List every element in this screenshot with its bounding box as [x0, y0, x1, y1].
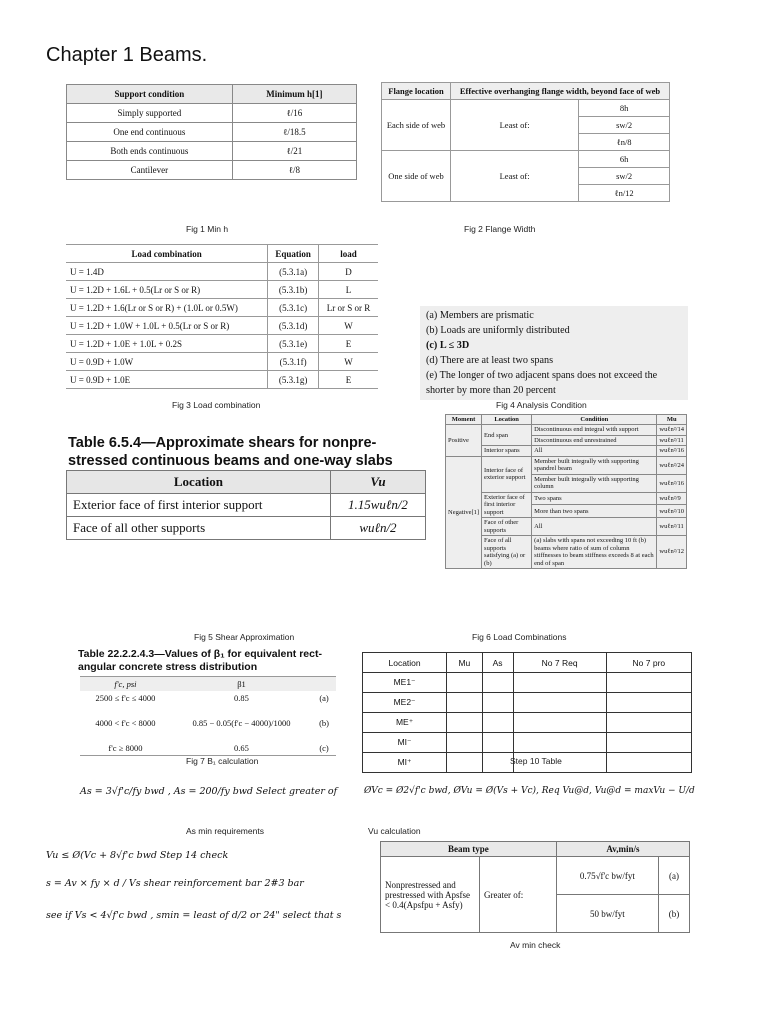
fig5-caption: Fig 5 Shear Approximation — [194, 632, 295, 642]
fig3-cell: (5.3.1f) — [268, 353, 319, 371]
av-min-cell: (a) — [658, 857, 689, 895]
fig4-line: (a) Members are prismatic — [426, 310, 534, 321]
spacing-formula: s = Av × fy × d / Vs shear reinforcement bar 2#3 bar — [46, 878, 304, 889]
av-min-header: Beam type — [381, 842, 557, 857]
fig2-cell: 6h — [579, 151, 670, 168]
fig5-cell: Exterior face of first interior support — [67, 494, 331, 517]
fig2-cell: 8h — [579, 100, 670, 117]
step14-formula: Vu ≤ Ø(Vc + 8√f'c bwd Step 14 check — [46, 850, 229, 861]
fig3-cell: W — [319, 317, 378, 335]
page-title: Chapter 1 Beams. — [46, 44, 208, 66]
fig3-cell: U = 1.2D + 1.6(Lr or S or R) + (1.0L or 0.5W) — [66, 299, 268, 317]
step10-table — [362, 652, 692, 773]
fig4-line: shorter by more than 20 percent — [426, 385, 556, 396]
fig5-cell: Face of all other supports — [67, 517, 331, 540]
fig3-cell: (5.3.1c) — [268, 299, 319, 317]
fig2-cell: ℓn/8 — [579, 134, 670, 151]
av-min-cell: 0.75√f'c bw/fyt — [556, 857, 658, 895]
step10-header: As — [482, 653, 513, 673]
fig3-cell: U = 0.9D + 1.0W — [66, 353, 268, 371]
av-min-caption: Av min check — [510, 940, 561, 950]
fig3-header: Equation — [268, 245, 319, 263]
fig2-cell: sw/2 — [579, 117, 670, 134]
fig6-cell: wuℓn²/9 — [657, 492, 687, 505]
fig6-cell: wuℓn²/10 — [657, 505, 687, 518]
fig2-cell: One side of web — [382, 151, 451, 202]
step10-header: No 7 Req — [513, 653, 606, 673]
fig3-cell: (5.3.1e) — [268, 335, 319, 353]
fig7-cell: f'c ≥ 8000 — [108, 743, 143, 753]
fig5-cell: 1.15wuℓn/2 — [330, 494, 425, 517]
fig6-table — [445, 414, 687, 569]
fig3-cell: W — [319, 353, 378, 371]
fig6-header: Condition — [532, 415, 657, 425]
fig6-cell: wuℓn²/11 — [657, 435, 687, 445]
fig6-cell: More than two spans — [532, 505, 657, 518]
step10-row-label: MI⁺ — [363, 753, 447, 773]
fig6-header: Mu — [657, 415, 687, 425]
vu-caption: Vu calculation — [368, 826, 421, 836]
fig2-header: Effective overhanging flange width, beyond face of web — [451, 83, 670, 100]
fig5-header: Vu — [330, 471, 425, 494]
fig3-cell: E — [319, 371, 378, 389]
fig4-line: (b) Loads are uniformly distributed — [426, 325, 570, 336]
fig6-cell: Negative[1] — [446, 456, 482, 568]
fig6-cell: Discontinuous end integral with support — [532, 425, 657, 435]
fig3-cell: U = 1.2D + 1.0E + 1.0L + 0.2S — [66, 335, 268, 353]
as-min-caption: As min requirements — [186, 826, 264, 836]
fig1-cell: ℓ/21 — [232, 142, 356, 161]
fig5-title-line: stressed continuous beams and one-way slabs — [68, 453, 393, 469]
fig1-header: Support condition — [67, 85, 233, 104]
av-min-header: Av,min/s — [556, 842, 689, 857]
fig6-cell: Interior face of exterior support — [482, 456, 532, 492]
fig7-cell: 4000 < f'c < 8000 — [95, 718, 156, 728]
fig7-cell: 0.85 − 0.05(f'c − 4000)/1000 — [192, 718, 291, 728]
fig6-header: Location — [482, 415, 532, 425]
fig7-cell: (b) — [319, 718, 329, 728]
fig4-line: (e) The longer of two adjacent spans does not exceed the — [426, 370, 658, 381]
vu-formula: ØVc = Ø2√f'c bwd, ØVu = Ø(Vs + Vc), Req Vu@d, Vu@d = maxVu − U/d — [364, 786, 695, 796]
fig3-cell: (5.3.1d) — [268, 317, 319, 335]
fig1-header: Minimum h[1] — [232, 85, 356, 104]
fig3-cell: E — [319, 335, 378, 353]
fig7-title — [78, 648, 322, 674]
fig2-cell: Least of: — [451, 100, 579, 151]
fig7-cell: 2500 ≤ f'c ≤ 4000 — [95, 693, 156, 703]
fig2-cell: Each side of web — [382, 100, 451, 151]
fig6-cell: Face of other supports — [482, 518, 532, 536]
fig6-cell: Member built integrally with supporting column — [532, 474, 657, 492]
av-min-cell: Nonprestressed and prestressed with Apsfse < 0.4(Apsfpu + Asfy) — [381, 857, 480, 933]
step10-row-label: ME⁺ — [363, 713, 447, 733]
fig5-header: Location — [67, 471, 331, 494]
fig3-header: load — [319, 245, 378, 263]
step10-header: Location — [363, 653, 447, 673]
fig3-cell: U = 1.2D + 1.6L + 0.5(Lr or S or R) — [66, 281, 268, 299]
step10-row-label: MI⁻ — [363, 733, 447, 753]
fig4-line: (c) L ≤ 3D — [426, 340, 470, 351]
fig3-cell: U = 1.2D + 1.0W + 1.0L + 0.5(Lr or S or R) — [66, 317, 268, 335]
fig3-table — [66, 244, 378, 389]
fig7-title-line: Table 22.2.2.4.3—Values of β₁ for equivalent rect- — [78, 648, 322, 660]
fig2-caption: Fig 2 Flange Width — [464, 224, 536, 234]
fig6-cell: wuℓn²/16 — [657, 446, 687, 456]
fig1-caption: Fig 1 Min h — [186, 224, 229, 234]
fig6-caption: Fig 6 Load Combinations — [472, 632, 567, 642]
fig2-header: Flange location — [382, 83, 451, 100]
fig1-table — [66, 84, 357, 180]
fig2-cell: sw/2 — [579, 168, 670, 185]
av-min-cell: Greater of: — [480, 857, 557, 933]
step10-header: Mu — [447, 653, 482, 673]
fig7-cell: (c) — [319, 743, 329, 753]
fig6-cell: Discontinuous end unrestrained — [532, 435, 657, 445]
fig1-cell: Simply supported — [67, 104, 233, 123]
fig5-title-line: Table 6.5.4—Approximate shears for nonpre- — [68, 435, 377, 451]
as-min-formula: As = 3√f'c/fy bwd , As = 200/fy bwd Select greater of — [80, 786, 338, 797]
fig6-header: Moment — [446, 415, 482, 425]
fig3-caption: Fig 3 Load combination — [172, 400, 261, 410]
fig7-cell: (a) — [319, 693, 329, 703]
fig7-header: f'c, psi — [114, 679, 137, 689]
fig3-cell: (5.3.1g) — [268, 371, 319, 389]
fig6-cell: wuℓn²/12 — [657, 536, 687, 569]
fig5-title — [68, 434, 393, 470]
fig3-header: Load combination — [66, 245, 268, 263]
fig7-title-line: angular concrete stress distribution — [78, 661, 258, 673]
fig3-cell: (5.3.1a) — [268, 263, 319, 281]
step10-row-label: ME1⁻ — [363, 673, 447, 693]
fig6-cell: wuℓn²/11 — [657, 518, 687, 536]
fig3-cell: U = 1.4D — [66, 263, 268, 281]
fig3-cell: Lr or S or R — [319, 299, 378, 317]
step10-header: No 7 pro — [606, 653, 691, 673]
fig2-cell: Least of: — [451, 151, 579, 202]
fig6-cell: Exterior face of first interior support — [482, 492, 532, 517]
fig6-cell: Positive — [446, 425, 482, 456]
fig4-panel — [420, 306, 688, 400]
fig2-cell: ℓn/12 — [579, 185, 670, 202]
fig7-header: β1 — [237, 679, 246, 689]
fig6-cell: wuℓn²/24 — [657, 456, 687, 474]
fig6-cell: Face of all supports satisfying (a) or (b) — [482, 536, 532, 569]
fig3-cell: D — [319, 263, 378, 281]
fig6-cell: wuℓn²/14 — [657, 425, 687, 435]
smin-formula: see if Vs < 4√f'c bwd , smin = least of d/2 or 24" select that s — [46, 910, 342, 921]
fig6-cell: (a) slabs with spans not exceeding 10 ft (b) beams where ratio of sum of column stiffnesses to beam stiffness exceeds 8 at each end of span — [532, 536, 657, 569]
fig1-cell: ℓ/16 — [232, 104, 356, 123]
av-min-cell: (b) — [658, 895, 689, 933]
fig6-cell: All — [532, 518, 657, 536]
fig1-cell: ℓ/8 — [232, 161, 356, 180]
fig6-cell: Member built integrally with supporting spandrel beam — [532, 456, 657, 474]
fig7-table — [80, 676, 336, 756]
fig1-cell: ℓ/18.5 — [232, 123, 356, 142]
step10-caption: Step 10 Table — [510, 756, 562, 766]
fig7-cell: 0.65 — [234, 743, 249, 753]
fig2-table — [381, 82, 670, 202]
fig3-cell: L — [319, 281, 378, 299]
fig1-cell: One end continuous — [67, 123, 233, 142]
av-min-table — [380, 841, 690, 933]
fig3-cell: (5.3.1b) — [268, 281, 319, 299]
fig7-caption: Fig 7 B₁ calculation — [186, 756, 259, 766]
fig5-table — [66, 470, 426, 540]
fig4-caption: Fig 4 Analysis Condition — [496, 400, 587, 410]
fig6-cell: wuℓn²/16 — [657, 474, 687, 492]
fig6-cell: Two spans — [532, 492, 657, 505]
fig5-cell: wuℓn/2 — [330, 517, 425, 540]
fig4-line: (d) There are at least two spans — [426, 355, 554, 366]
fig1-cell: Both ends continuous — [67, 142, 233, 161]
av-min-cell: 50 bw/fyt — [556, 895, 658, 933]
step10-row-label: ME2⁻ — [363, 693, 447, 713]
fig6-cell: Interior spans — [482, 446, 532, 456]
fig1-cell: Cantilever — [67, 161, 233, 180]
fig6-cell: All — [532, 446, 657, 456]
fig6-cell: End span — [482, 425, 532, 446]
fig3-cell: U = 0.9D + 1.0E — [66, 371, 268, 389]
fig7-cell: 0.85 — [234, 693, 249, 703]
